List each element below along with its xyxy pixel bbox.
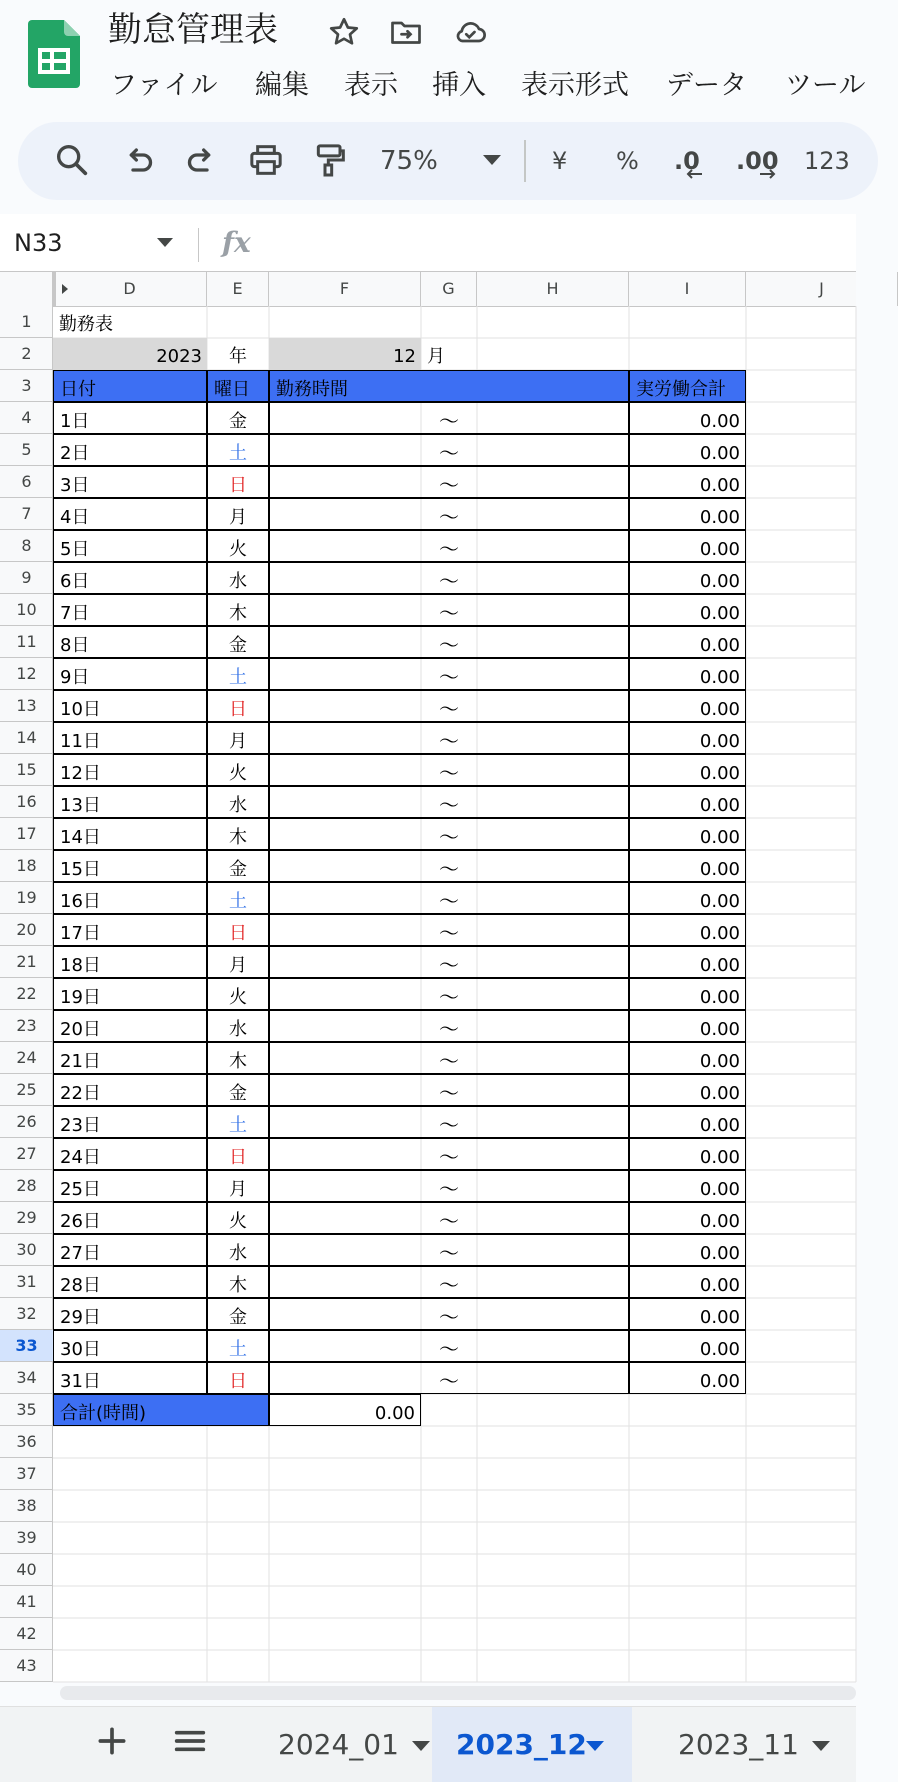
day-total[interactable]: 0.00 xyxy=(629,1042,746,1074)
row-header-14[interactable]: 14 xyxy=(0,722,53,754)
sheet-tab-2023_12[interactable] xyxy=(432,1707,632,1782)
day-date[interactable]: 5日 xyxy=(53,530,207,562)
day-tilde[interactable]: 〜 xyxy=(439,953,459,977)
day-weekday[interactable]: 火 xyxy=(207,754,269,786)
formula-bar-divider xyxy=(198,228,199,262)
row-header-19[interactable]: 19 xyxy=(0,882,53,914)
day-weekday[interactable]: 火 xyxy=(207,1202,269,1234)
day-total[interactable]: 0.00 xyxy=(629,626,746,658)
header-date[interactable]: 日付 xyxy=(53,370,207,402)
row-header-33[interactable]: 33 xyxy=(0,1330,53,1362)
day-total[interactable]: 0.00 xyxy=(629,1074,746,1106)
row-header-27[interactable]: 27 xyxy=(0,1138,53,1170)
day-tilde[interactable]: 〜 xyxy=(439,409,459,433)
year-label[interactable]: 年 xyxy=(229,346,247,367)
sheets-logo-icon[interactable] xyxy=(28,20,80,88)
day-total[interactable]: 0.00 xyxy=(629,914,746,946)
day-date[interactable]: 4日 xyxy=(53,498,207,530)
day-date[interactable]: 16日 xyxy=(53,882,207,914)
day-date[interactable]: 6日 xyxy=(53,562,207,594)
day-date[interactable]: 29日 xyxy=(53,1298,207,1330)
day-weekday[interactable]: 日 xyxy=(207,1362,269,1394)
app-header xyxy=(0,0,866,120)
day-date[interactable]: 14日 xyxy=(53,818,207,850)
day-date[interactable]: 20日 xyxy=(53,1010,207,1042)
day-date[interactable]: 18日 xyxy=(53,946,207,978)
day-tilde[interactable]: 〜 xyxy=(439,921,459,945)
formula-input[interactable] xyxy=(270,214,850,272)
year-input[interactable]: 2023 xyxy=(53,338,207,370)
footer-label[interactable]: 合計(時間) xyxy=(53,1394,269,1426)
paint-format-icon[interactable] xyxy=(310,140,350,180)
column-header-e[interactable]: E xyxy=(207,272,269,306)
day-date[interactable]: 12日 xyxy=(53,754,207,786)
day-weekday[interactable]: 月 xyxy=(207,946,269,978)
row-header-9[interactable]: 9 xyxy=(0,562,53,594)
day-total[interactable]: 0.00 xyxy=(629,722,746,754)
sheet-tab-2023_11[interactable] xyxy=(662,1707,862,1782)
day-date[interactable]: 24日 xyxy=(53,1138,207,1170)
day-date[interactable]: 7日 xyxy=(53,594,207,626)
day-tilde[interactable]: 〜 xyxy=(439,1049,459,1073)
day-tilde[interactable]: 〜 xyxy=(439,825,459,849)
row-header-2[interactable]: 2 xyxy=(0,338,53,370)
day-date[interactable]: 28日 xyxy=(53,1266,207,1298)
day-date[interactable]: 27日 xyxy=(53,1234,207,1266)
day-weekday[interactable]: 水 xyxy=(207,1234,269,1266)
day-tilde[interactable]: 〜 xyxy=(439,697,459,721)
day-weekday[interactable]: 土 xyxy=(207,1106,269,1138)
day-date[interactable]: 21日 xyxy=(53,1042,207,1074)
menu-tools[interactable]: ツール xyxy=(785,70,866,101)
day-total[interactable]: 0.00 xyxy=(629,1138,746,1170)
row-header-31[interactable]: 31 xyxy=(0,1266,53,1298)
menu-format[interactable]: 表示形式 xyxy=(521,70,629,101)
toolbar xyxy=(18,122,878,200)
row-header-17[interactable]: 17 xyxy=(0,818,53,850)
day-tilde[interactable]: 〜 xyxy=(439,665,459,689)
day-date[interactable]: 19日 xyxy=(53,978,207,1010)
sheet-tab-label: 2023_11 xyxy=(678,1728,799,1761)
row-header-36[interactable]: 36 xyxy=(0,1426,53,1458)
menu-data[interactable]: データ xyxy=(666,70,747,101)
row-header-16[interactable]: 16 xyxy=(0,786,53,818)
row-header-32[interactable]: 32 xyxy=(0,1298,53,1330)
day-total[interactable]: 0.00 xyxy=(629,754,746,786)
day-tilde[interactable]: 〜 xyxy=(439,1241,459,1265)
all-sheets-menu-icon[interactable] xyxy=(170,1721,210,1761)
day-total[interactable]: 0.00 xyxy=(629,402,746,434)
move-folder-icon[interactable] xyxy=(388,14,424,50)
day-weekday[interactable]: 水 xyxy=(207,1010,269,1042)
day-weekday[interactable]: 土 xyxy=(207,434,269,466)
day-weekday[interactable]: 水 xyxy=(207,562,269,594)
row-header-21[interactable]: 21 xyxy=(0,946,53,978)
chevron-down-icon[interactable] xyxy=(483,155,501,165)
zoom-select[interactable]: 75% xyxy=(380,146,438,176)
day-total[interactable]: 0.00 xyxy=(629,1298,746,1330)
day-date[interactable]: 9日 xyxy=(53,658,207,690)
day-weekday[interactable]: 月 xyxy=(207,498,269,530)
day-total[interactable]: 0.00 xyxy=(629,978,746,1010)
add-sheet-icon[interactable] xyxy=(92,1721,132,1761)
day-total[interactable]: 0.00 xyxy=(629,850,746,882)
sheet-tab-2024_01[interactable] xyxy=(262,1707,452,1782)
day-weekday[interactable]: 土 xyxy=(207,882,269,914)
day-tilde[interactable]: 〜 xyxy=(439,857,459,881)
horizontal-scrollbar[interactable] xyxy=(60,1686,856,1700)
day-weekday[interactable]: 日 xyxy=(207,690,269,722)
day-total[interactable]: 0.00 xyxy=(629,562,746,594)
day-weekday[interactable]: 金 xyxy=(207,850,269,882)
row-header-30[interactable]: 30 xyxy=(0,1234,53,1266)
day-weekday[interactable]: 日 xyxy=(207,466,269,498)
row-header-22[interactable]: 22 xyxy=(0,978,53,1010)
day-total[interactable]: 0.00 xyxy=(629,690,746,722)
day-total[interactable]: 0.00 xyxy=(629,1106,746,1138)
day-weekday[interactable]: 月 xyxy=(207,1170,269,1202)
arrow-left-icon xyxy=(686,167,704,181)
day-tilde[interactable]: 〜 xyxy=(439,1369,459,1393)
day-tilde[interactable]: 〜 xyxy=(439,985,459,1009)
print-icon[interactable] xyxy=(246,140,286,180)
menu-insert[interactable]: 挿入 xyxy=(432,70,486,101)
column-header-d[interactable]: D xyxy=(53,272,207,306)
day-total[interactable]: 0.00 xyxy=(629,1266,746,1298)
name-box[interactable]: N33 xyxy=(14,229,63,257)
chevron-down-icon[interactable] xyxy=(412,1741,430,1751)
star-icon[interactable] xyxy=(326,14,362,50)
document-title[interactable]: 勤怠管理表 xyxy=(108,10,278,50)
day-total[interactable]: 0.00 xyxy=(629,1330,746,1362)
day-weekday[interactable]: 火 xyxy=(207,978,269,1010)
row-header-10[interactable]: 10 xyxy=(0,594,53,626)
row-header-5[interactable]: 5 xyxy=(0,434,53,466)
redo-icon[interactable] xyxy=(182,140,222,180)
row-header-4[interactable]: 4 xyxy=(0,402,53,434)
day-weekday[interactable]: 金 xyxy=(207,1298,269,1330)
day-weekday[interactable]: 金 xyxy=(207,1074,269,1106)
day-weekday[interactable]: 木 xyxy=(207,1266,269,1298)
day-weekday[interactable]: 土 xyxy=(207,1330,269,1362)
row-header-24[interactable]: 24 xyxy=(0,1042,53,1074)
day-tilde[interactable]: 〜 xyxy=(439,1209,459,1233)
arrow-right-icon xyxy=(758,167,776,181)
row-header-26[interactable]: 26 xyxy=(0,1106,53,1138)
row-header-41[interactable]: 41 xyxy=(0,1586,53,1618)
day-tilde[interactable]: 〜 xyxy=(439,729,459,753)
header-total[interactable]: 実労働合計 xyxy=(629,370,746,402)
day-tilde[interactable]: 〜 xyxy=(439,633,459,657)
day-tilde[interactable]: 〜 xyxy=(439,1113,459,1137)
undo-icon[interactable] xyxy=(118,140,158,180)
day-weekday[interactable]: 月 xyxy=(207,722,269,754)
day-tilde[interactable]: 〜 xyxy=(439,793,459,817)
day-date[interactable]: 26日 xyxy=(53,1202,207,1234)
row-header-6[interactable]: 6 xyxy=(0,466,53,498)
row-header-13[interactable]: 13 xyxy=(0,690,53,722)
column-header-j[interactable]: J xyxy=(746,272,898,306)
sheet-tab-bar xyxy=(0,1706,856,1782)
day-tilde[interactable]: 〜 xyxy=(439,761,459,785)
column-header-g[interactable]: G xyxy=(421,272,477,306)
formula-bar xyxy=(0,214,856,272)
day-date[interactable]: 11日 xyxy=(53,722,207,754)
sheet-tab-label: 2023_12 xyxy=(456,1728,587,1761)
day-tilde[interactable]: 〜 xyxy=(439,1017,459,1041)
column-header-f[interactable]: F xyxy=(269,272,421,306)
increase-decimal-button[interactable]: .00 xyxy=(736,147,779,175)
month-label[interactable]: 月 xyxy=(427,346,445,367)
day-weekday[interactable]: 土 xyxy=(207,658,269,690)
header-work-time[interactable]: 勤務時間 xyxy=(269,370,629,402)
day-tilde[interactable]: 〜 xyxy=(439,1273,459,1297)
function-icon: fx xyxy=(222,226,251,259)
day-total[interactable]: 0.00 xyxy=(629,1234,746,1266)
menu-edit[interactable]: 編集 xyxy=(255,70,309,101)
day-weekday[interactable]: 日 xyxy=(207,914,269,946)
row-header-43[interactable]: 43 xyxy=(0,1650,53,1682)
day-tilde[interactable]: 〜 xyxy=(439,1081,459,1105)
row-header-11[interactable]: 11 xyxy=(0,626,53,658)
day-date[interactable]: 22日 xyxy=(53,1074,207,1106)
day-date[interactable]: 23日 xyxy=(53,1106,207,1138)
day-total[interactable]: 0.00 xyxy=(629,434,746,466)
row-header-20[interactable]: 20 xyxy=(0,914,53,946)
header-weekday[interactable]: 曜日 xyxy=(207,370,269,402)
percent-format-button[interactable]: % xyxy=(616,147,639,175)
row-header-8[interactable]: 8 xyxy=(0,530,53,562)
day-tilde[interactable]: 〜 xyxy=(439,505,459,529)
row-header-15[interactable]: 15 xyxy=(0,754,53,786)
chevron-down-icon[interactable] xyxy=(586,1741,604,1751)
day-total[interactable]: 0.00 xyxy=(629,466,746,498)
day-date[interactable]: 10日 xyxy=(53,690,207,722)
day-weekday[interactable]: 木 xyxy=(207,594,269,626)
day-date[interactable]: 25日 xyxy=(53,1170,207,1202)
decrease-decimal-button[interactable]: .0 xyxy=(674,147,700,175)
search-icon[interactable] xyxy=(52,140,92,180)
sheet-title[interactable]: 勤務表 xyxy=(59,314,113,335)
day-tilde[interactable]: 〜 xyxy=(439,1177,459,1201)
day-total[interactable]: 0.00 xyxy=(629,818,746,850)
day-date[interactable]: 17日 xyxy=(53,914,207,946)
menu-view[interactable]: 表示 xyxy=(344,70,398,101)
day-total[interactable]: 0.00 xyxy=(629,1202,746,1234)
more-formats-button[interactable]: 123 xyxy=(804,147,850,175)
day-total[interactable]: 0.00 xyxy=(629,498,746,530)
day-tilde[interactable]: 〜 xyxy=(439,441,459,465)
row-header-1[interactable]: 1 xyxy=(0,306,53,338)
day-weekday[interactable]: 木 xyxy=(207,1042,269,1074)
day-total[interactable]: 0.00 xyxy=(629,946,746,978)
spreadsheet-grid[interactable] xyxy=(0,272,856,1682)
day-date[interactable]: 30日 xyxy=(53,1330,207,1362)
day-weekday[interactable]: 水 xyxy=(207,786,269,818)
row-header-28[interactable]: 28 xyxy=(0,1170,53,1202)
menu-file[interactable]: ファイル xyxy=(110,70,218,101)
day-tilde[interactable]: 〜 xyxy=(439,1145,459,1169)
day-total[interactable]: 0.00 xyxy=(629,1010,746,1042)
row-header-23[interactable]: 23 xyxy=(0,1010,53,1042)
day-date[interactable]: 8日 xyxy=(53,626,207,658)
day-weekday[interactable]: 金 xyxy=(207,402,269,434)
month-input[interactable]: 12 xyxy=(269,338,421,370)
row-header-7[interactable]: 7 xyxy=(0,498,53,530)
day-tilde[interactable]: 〜 xyxy=(439,537,459,561)
row-header-29[interactable]: 29 xyxy=(0,1202,53,1234)
toolbar-divider xyxy=(524,140,526,182)
chevron-down-icon[interactable] xyxy=(812,1741,830,1751)
day-total[interactable]: 0.00 xyxy=(629,658,746,690)
chevron-down-icon[interactable] xyxy=(157,238,173,247)
row-header-18[interactable]: 18 xyxy=(0,850,53,882)
row-header-37[interactable]: 37 xyxy=(0,1458,53,1490)
day-weekday[interactable]: 火 xyxy=(207,530,269,562)
day-date[interactable]: 31日 xyxy=(53,1362,207,1394)
row-header-12[interactable]: 12 xyxy=(0,658,53,690)
day-tilde[interactable]: 〜 xyxy=(439,889,459,913)
day-tilde[interactable]: 〜 xyxy=(439,1305,459,1329)
day-weekday[interactable]: 木 xyxy=(207,818,269,850)
day-date[interactable]: 3日 xyxy=(53,466,207,498)
day-total[interactable]: 0.00 xyxy=(629,1170,746,1202)
row-header-3[interactable]: 3 xyxy=(0,370,53,402)
row-header-40[interactable]: 40 xyxy=(0,1554,53,1586)
cloud-saved-icon[interactable] xyxy=(452,14,488,50)
row-header-25[interactable]: 25 xyxy=(0,1074,53,1106)
row-header-39[interactable]: 39 xyxy=(0,1522,53,1554)
row-header-38[interactable]: 38 xyxy=(0,1490,53,1522)
day-date[interactable]: 1日 xyxy=(53,402,207,434)
day-tilde[interactable]: 〜 xyxy=(439,473,459,497)
day-total[interactable]: 0.00 xyxy=(629,882,746,914)
sheet-tab-label: 2024_01 xyxy=(278,1728,399,1761)
day-date[interactable]: 13日 xyxy=(53,786,207,818)
column-header-i[interactable]: I xyxy=(629,272,746,306)
footer-value[interactable]: 0.00 xyxy=(269,1394,421,1426)
day-total[interactable]: 0.00 xyxy=(629,786,746,818)
day-tilde[interactable]: 〜 xyxy=(439,1337,459,1361)
row-header-35[interactable]: 35 xyxy=(0,1394,53,1426)
day-tilde[interactable]: 〜 xyxy=(439,569,459,593)
day-weekday[interactable]: 金 xyxy=(207,626,269,658)
day-total[interactable]: 0.00 xyxy=(629,594,746,626)
day-date[interactable]: 15日 xyxy=(53,850,207,882)
day-weekday[interactable]: 日 xyxy=(207,1138,269,1170)
currency-format-button[interactable]: ¥ xyxy=(552,147,568,175)
row-header-column xyxy=(0,306,53,1682)
column-header-h[interactable]: H xyxy=(477,272,629,306)
row-header-34[interactable]: 34 xyxy=(0,1362,53,1394)
day-date[interactable]: 2日 xyxy=(53,434,207,466)
day-tilde[interactable]: 〜 xyxy=(439,601,459,625)
row-header-42[interactable]: 42 xyxy=(0,1618,53,1650)
day-total[interactable]: 0.00 xyxy=(629,1362,746,1394)
day-total[interactable]: 0.00 xyxy=(629,530,746,562)
